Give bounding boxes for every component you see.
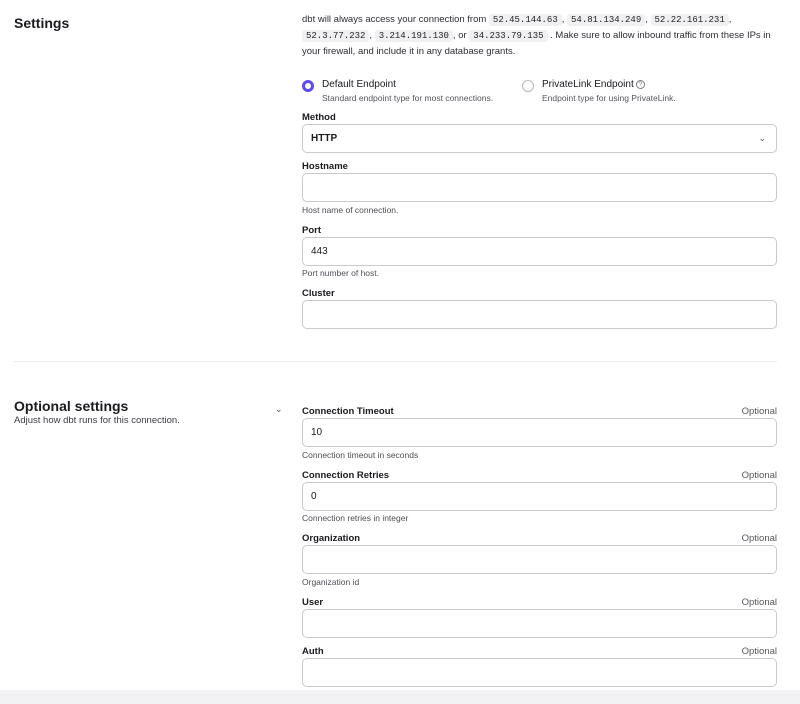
cluster-label: Cluster [302, 288, 335, 299]
default-endpoint-label: Default Endpoint [322, 79, 396, 90]
section-divider [14, 361, 777, 362]
user-label: User [302, 597, 324, 608]
ip-address: 54.81.134.249 [567, 14, 645, 26]
optional-settings-heading: Optional settings [14, 398, 129, 414]
radio-unselected-icon[interactable] [522, 80, 534, 92]
privatelink-endpoint-option[interactable] [522, 78, 676, 104]
default-endpoint-description: Standard endpoint type for most connections. [322, 93, 494, 103]
auth-input[interactable] [302, 658, 777, 687]
chevron-down-icon: ⌄ [758, 133, 766, 143]
bottom-bar [0, 690, 800, 704]
ip-address: 52.3.77.232 [302, 30, 369, 42]
optional-tag: Optional [741, 470, 777, 481]
auth-label: Auth [302, 646, 324, 657]
connection-timeout-hint: Connection timeout in seconds [302, 450, 419, 460]
port-label: Port [302, 225, 321, 236]
connection-retries-hint: Connection retries in integer [302, 513, 409, 523]
ip-address: 52.45.144.63 [489, 14, 562, 26]
connection-timeout-input[interactable] [302, 418, 777, 447]
optional-tag: Optional [741, 533, 777, 544]
ip-address: 52.22.161.231 [651, 14, 729, 26]
connection-retries-label: Connection Retries [302, 470, 390, 481]
chevron-down-icon[interactable]: ⌄ [275, 404, 283, 414]
help-icon[interactable]: ? [636, 80, 645, 89]
default-endpoint-option[interactable] [302, 78, 493, 104]
method-selected-value: HTTP [311, 133, 338, 144]
ip-allowlist-notice: dbt will always access your connection from 52.45.144.63 , 54.81.134.249 , 52.22.161.231 , 52.3.77.232 , 3.214.191.130 , or 34.233.79.135 . Make sure to allow inbound traffic from these IPs in your firewall, and include it in any database grants. [302, 14, 771, 57]
organization-label: Organization [302, 533, 361, 544]
port-hint: Port number of host. [302, 268, 380, 278]
hostname-label: Hostname [302, 161, 348, 172]
settings-heading: Settings [14, 15, 70, 31]
cluster-input[interactable] [302, 300, 777, 329]
privatelink-endpoint-description: Endpoint type for using PrivateLink. [542, 93, 676, 103]
method-label: Method [302, 112, 336, 123]
user-input[interactable] [302, 609, 777, 638]
hostname-input[interactable] [302, 173, 777, 202]
method-select[interactable] [302, 124, 777, 153]
ip-address: 3.214.191.130 [375, 30, 453, 42]
optional-tag: Optional [741, 646, 777, 657]
optional-tag: Optional [741, 597, 777, 608]
ip-address: 34.233.79.135 [469, 30, 547, 42]
connection-retries-input[interactable] [302, 482, 777, 511]
organization-hint: Organization id [302, 577, 360, 587]
port-input[interactable] [302, 237, 777, 266]
optional-tag: Optional [741, 406, 777, 417]
privatelink-endpoint-label: PrivateLink Endpoint [542, 79, 634, 90]
hostname-hint: Host name of connection. [302, 205, 399, 215]
optional-settings-subtitle: Adjust how dbt runs for this connection. [14, 415, 180, 426]
organization-input[interactable] [302, 545, 777, 574]
radio-selected-icon[interactable] [302, 80, 314, 92]
connection-timeout-label: Connection Timeout [302, 406, 394, 417]
